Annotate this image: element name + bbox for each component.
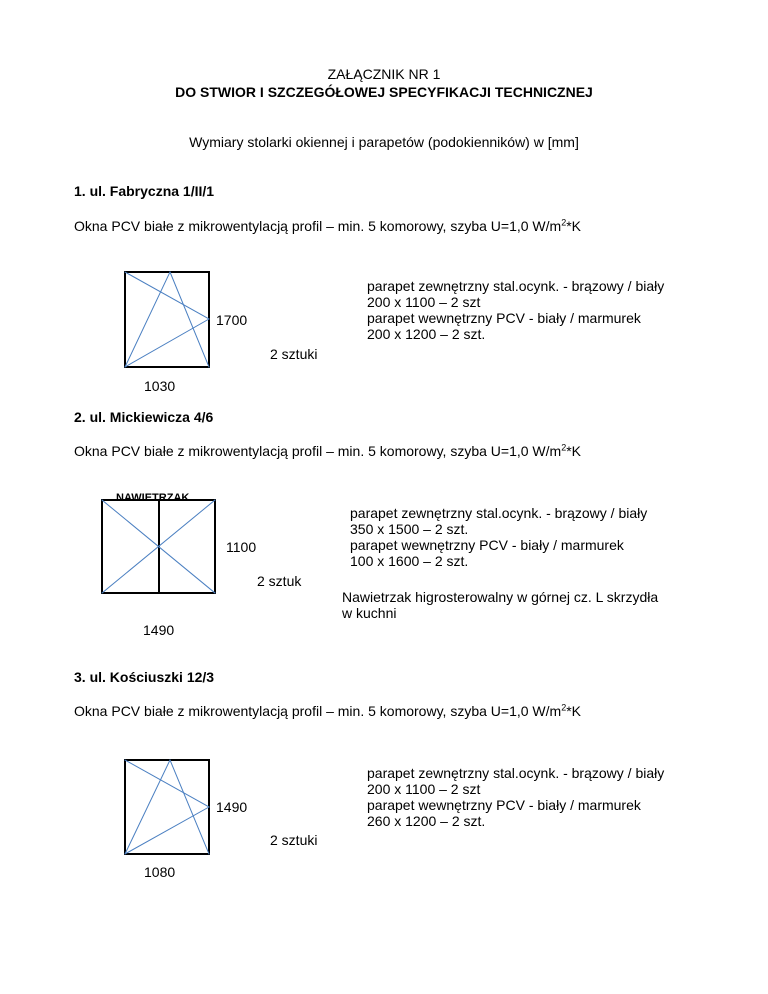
section-2-description: Okna PCV białe z mikrowentylacją profil – min. 5 komorowy, szyba U=1,0 $W/m^2*K$ (74, 442, 581, 459)
section-2-heading: 2. ul. Mickiewicza 4/6 (74, 409, 214, 425)
window-3-count: 2 sztuki (270, 832, 318, 848)
window-2-drawing (101, 499, 216, 595)
window-3-width: 1080 (144, 864, 176, 880)
window-3-height: 1490 (216, 799, 248, 815)
window-3-drawing (124, 759, 210, 855)
window-1-height: 1700 (216, 312, 248, 328)
window-2-width: 1490 (143, 622, 175, 638)
window-2-height: 1100 (226, 539, 257, 555)
vent-label: NAWIETRZAK (116, 492, 190, 504)
section-3-heading: 3. ul. Kościuszki 12/3 (74, 669, 215, 685)
window-3-sill-spec: parapet zewnętrzny stal.ocynk. - brązowy / biały 200 x 1100 – 2 szt parapet wewnętrzny PCV - biały / marmurek 260 x 1200 – 2 szt. (367, 765, 665, 829)
window-1-width: 1030 (144, 378, 176, 394)
window-2-sill-spec: parapet zewnętrzny stal.ocynk. - brązowy / biały 350 x 1500 – 2 szt. parapet wewnętrzny PCV - biały / marmurek 100 x 1600 – 2 szt. (350, 505, 648, 569)
window-1-drawing (124, 271, 210, 368)
dimensions-caption: Wymiary stolarki okiennej i parapetów (podokienników) w [mm] (189, 134, 579, 150)
window-1-sill-spec: parapet zewnętrzny stal.ocynk. - brązowy / biały 200 x 1100 – 2 szt parapet wewnętrzny PCV - biały / marmurek 200 x 1200 – 2 szt. (367, 278, 665, 342)
section-1-description: Okna PCV białe z mikrowentylacją profil – min. 5 komorowy, szyba U=1,0 $W/m^2*K$ (74, 217, 581, 234)
vent-note: Nawietrzak higrosterowalny w górnej cz. L skrzydła w kuchni (342, 589, 659, 621)
window-1-count: 2 sztuki (270, 346, 318, 362)
window-2-count: 2 sztuk (257, 573, 302, 589)
annex-subtitle: DO STWIOR I SZCZEGÓŁOWEJ SPECYFIKACJI TECHNICZNEJ (175, 84, 593, 100)
section-1-heading: 1. ul. Fabryczna 1/II/1 (74, 183, 215, 199)
section-3-description: Okna PCV białe z mikrowentylacją profil – min. 5 komorowy, szyba U=1,0 $W/m^2*K$ (74, 702, 581, 719)
annex-title: ZAŁĄCZNIK NR 1 (327, 66, 441, 82)
